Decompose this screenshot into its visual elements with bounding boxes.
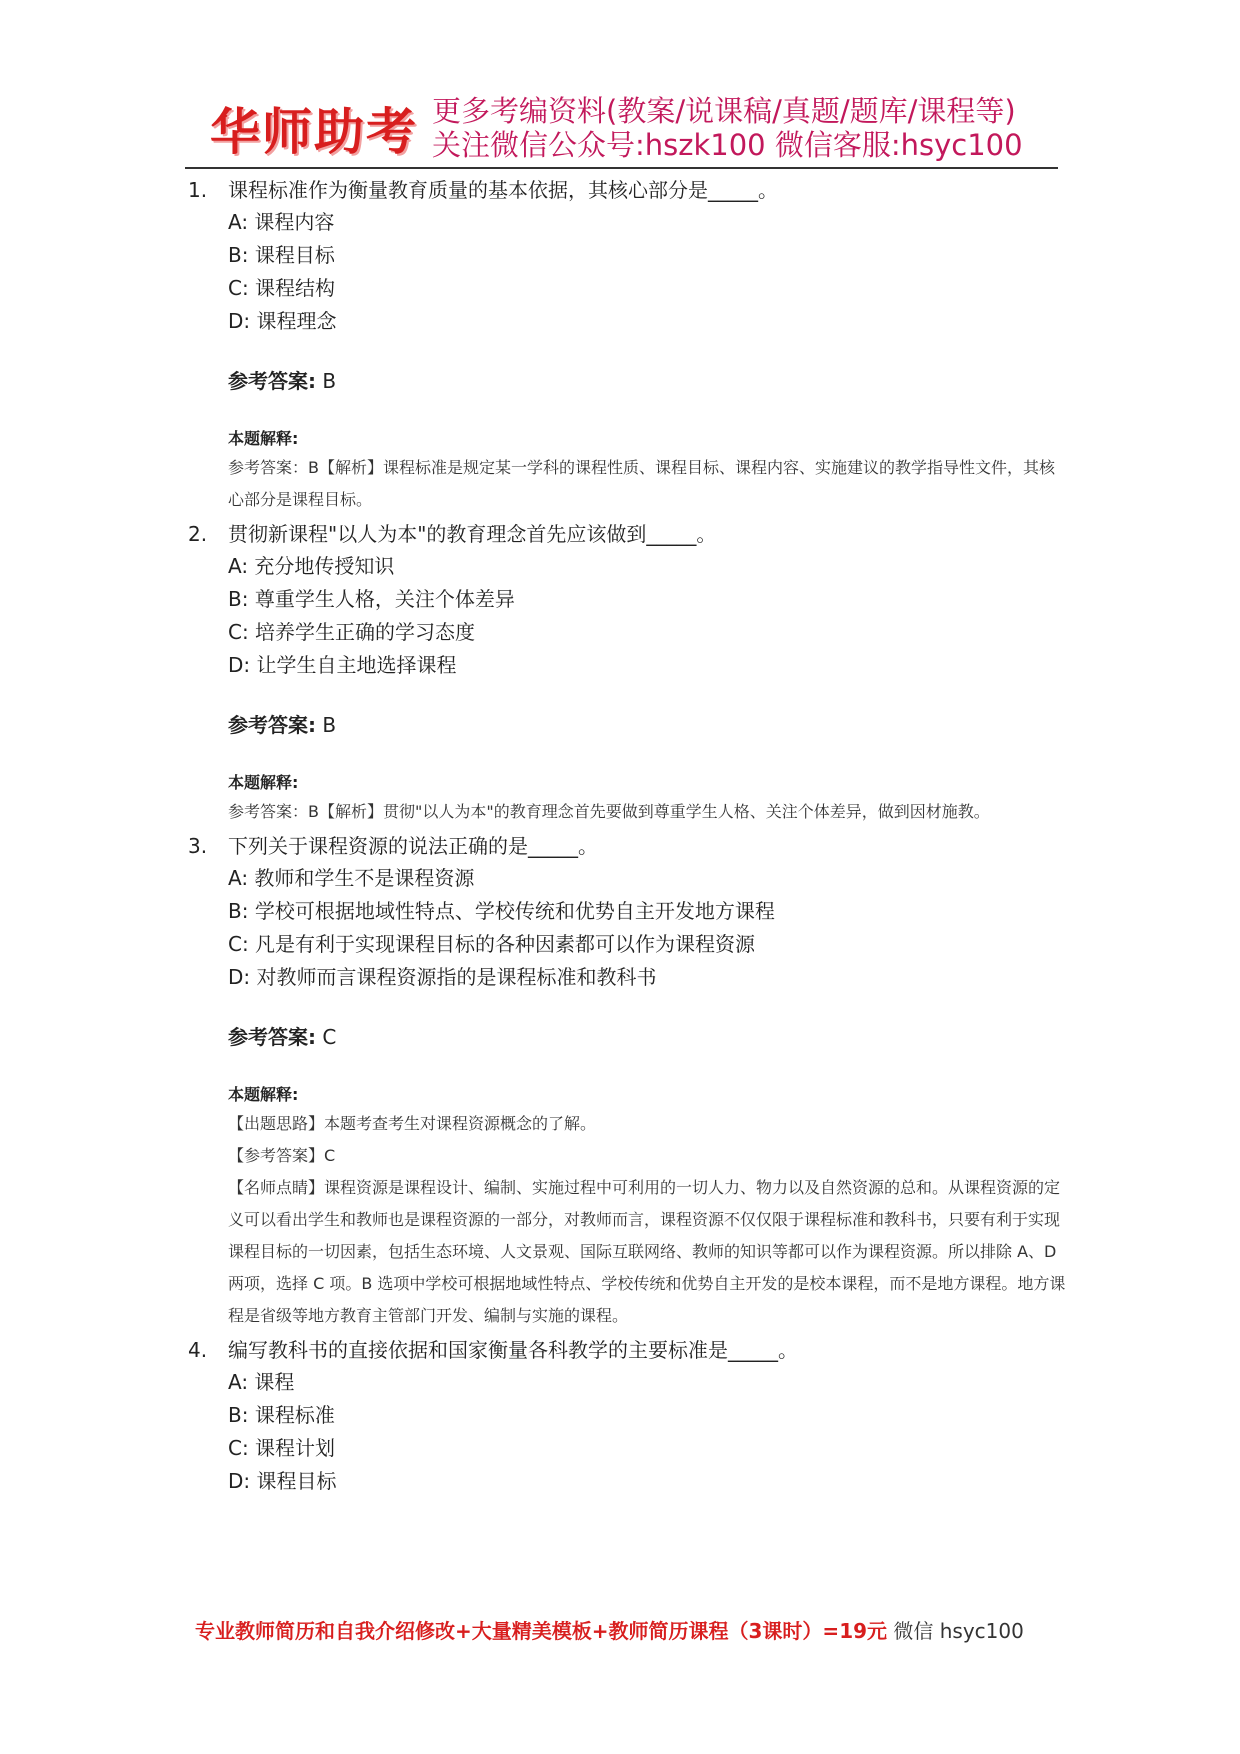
- option-d: D: 让学生自主地选择课程: [228, 653, 457, 677]
- option-c: C: 凡是有利于实现课程目标的各种因素都可以作为课程资源: [228, 932, 756, 956]
- explanation-text-1: 【出题思路】本题考查考生对课程资源概念的了解。: [228, 1114, 597, 1133]
- explanation-text: 参考答案：B【解析】课程标准是规定某一学科的课程性质、课程目标、课程内容、实施建议的教学指导性文件，其核心部分是课程目标。: [228, 458, 1055, 509]
- question-text: 编写教科书的直接依据和国家衡量各科教学的主要标准是_____。: [228, 1338, 798, 1362]
- explanation-text: 参考答案：B【解析】贯彻"以人为本"的教育理念首先要做到尊重学生人格、关注个体差异，做到因材施教。: [228, 802, 990, 821]
- option-a: A: 课程内容: [228, 210, 335, 234]
- header-lines: [432, 94, 1023, 162]
- option-c: C: 培养学生正确的学习态度: [228, 620, 476, 644]
- answer: [188, 710, 1068, 740]
- header-line-2: 关注微信公众号:hszk100 微信客服:hsyc100: [432, 128, 1023, 162]
- answer: [188, 366, 1068, 396]
- answer-label: 参考答案:: [228, 713, 316, 737]
- option-c: C: 课程计划: [228, 1436, 336, 1460]
- option-d: D: 对教师而言课程资源指的是课程标准和教科书: [228, 965, 657, 989]
- option-b: B: 学校可根据地域性特点、学校传统和优势自主开发地方课程: [228, 899, 775, 923]
- answer-value: B: [316, 369, 337, 393]
- question-stem: [188, 518, 1068, 550]
- question-list: [188, 172, 1068, 1498]
- answer: [188, 1022, 1068, 1052]
- footer-contact: 微信 hsyc100: [887, 1619, 1024, 1643]
- question-stem: [188, 174, 1068, 206]
- answer-value: B: [316, 713, 337, 737]
- question-text: 课程标准作为衡量教育质量的基本依据，其核心部分是_____。: [228, 178, 778, 202]
- option-a: A: 教师和学生不是课程资源: [228, 866, 475, 890]
- question-number: 2.: [188, 522, 208, 546]
- option-b: B: 课程标准: [228, 1403, 335, 1427]
- question-3: [188, 830, 1068, 1332]
- option-d: D: 课程目标: [228, 1469, 337, 1493]
- header-divider: [185, 167, 1058, 169]
- explanation-text-2: 【参考答案】C: [228, 1146, 336, 1165]
- option-b: B: 尊重学生人格，关注个体差异: [228, 587, 515, 611]
- explanation-text-3: 【名师点睛】课程资源是课程设计、编制、实施过程中可利用的一切人力、物力以及自然资源的总和。从课程资源的定义可以看出学生和教师也是课程资源的一部分，对教师而言，课程资源不仅仅限于课程标准和教科书，只要有利于实现课程目标的一切因素，包括生态环境、人文景观、国际互联网络、教师的知识等都可以作为课程资源。所以排除 A、D 两项，选择 C 项。B 选项中学校可根据地域性特点、学校传统和优势自主开发的是校本课程，而不是地方课程。地方课程是省级等地方教育主管部门开发、编制与实施的课程。: [228, 1178, 1066, 1325]
- footer-promo-text: 专业教师简历和自我介绍修改+大量精美模板+教师简历课程（3课时）=19元: [195, 1619, 888, 1643]
- question-stem: [188, 830, 1068, 862]
- question-4: [188, 1334, 1068, 1498]
- question-stem: [188, 1334, 1068, 1366]
- option-d: D: 课程理念: [228, 309, 337, 333]
- answer-value: C: [316, 1025, 337, 1049]
- option-b: B: 课程目标: [228, 243, 335, 267]
- question-number: 1.: [188, 178, 208, 202]
- answer-label: 参考答案:: [228, 1025, 316, 1049]
- option-a: A: 充分地传授知识: [228, 554, 395, 578]
- question-text: 贯彻新课程"以人为本"的教育理念首先应该做到_____。: [228, 522, 717, 546]
- question-number: 3.: [188, 834, 208, 858]
- question-2: [188, 518, 1068, 828]
- question-text: 下列关于课程资源的说法正确的是_____。: [228, 834, 598, 858]
- question-1: [188, 174, 1068, 516]
- explanation-title: 本题解释:: [228, 773, 299, 792]
- header-banner: [210, 88, 1070, 168]
- brand-logo: 华师助考: [210, 103, 418, 161]
- explanation-title: 本题解释:: [228, 429, 299, 448]
- answer-label: 参考答案:: [228, 369, 316, 393]
- footer-promo: [195, 1615, 1075, 1644]
- header-line-1: 更多考编资料(教案/说课稿/真题/题库/课程等): [432, 94, 1016, 128]
- question-number: 4.: [188, 1338, 208, 1362]
- option-a: A: 课程: [228, 1370, 295, 1394]
- option-c: C: 课程结构: [228, 276, 336, 300]
- explanation-title: 本题解释:: [228, 1085, 299, 1104]
